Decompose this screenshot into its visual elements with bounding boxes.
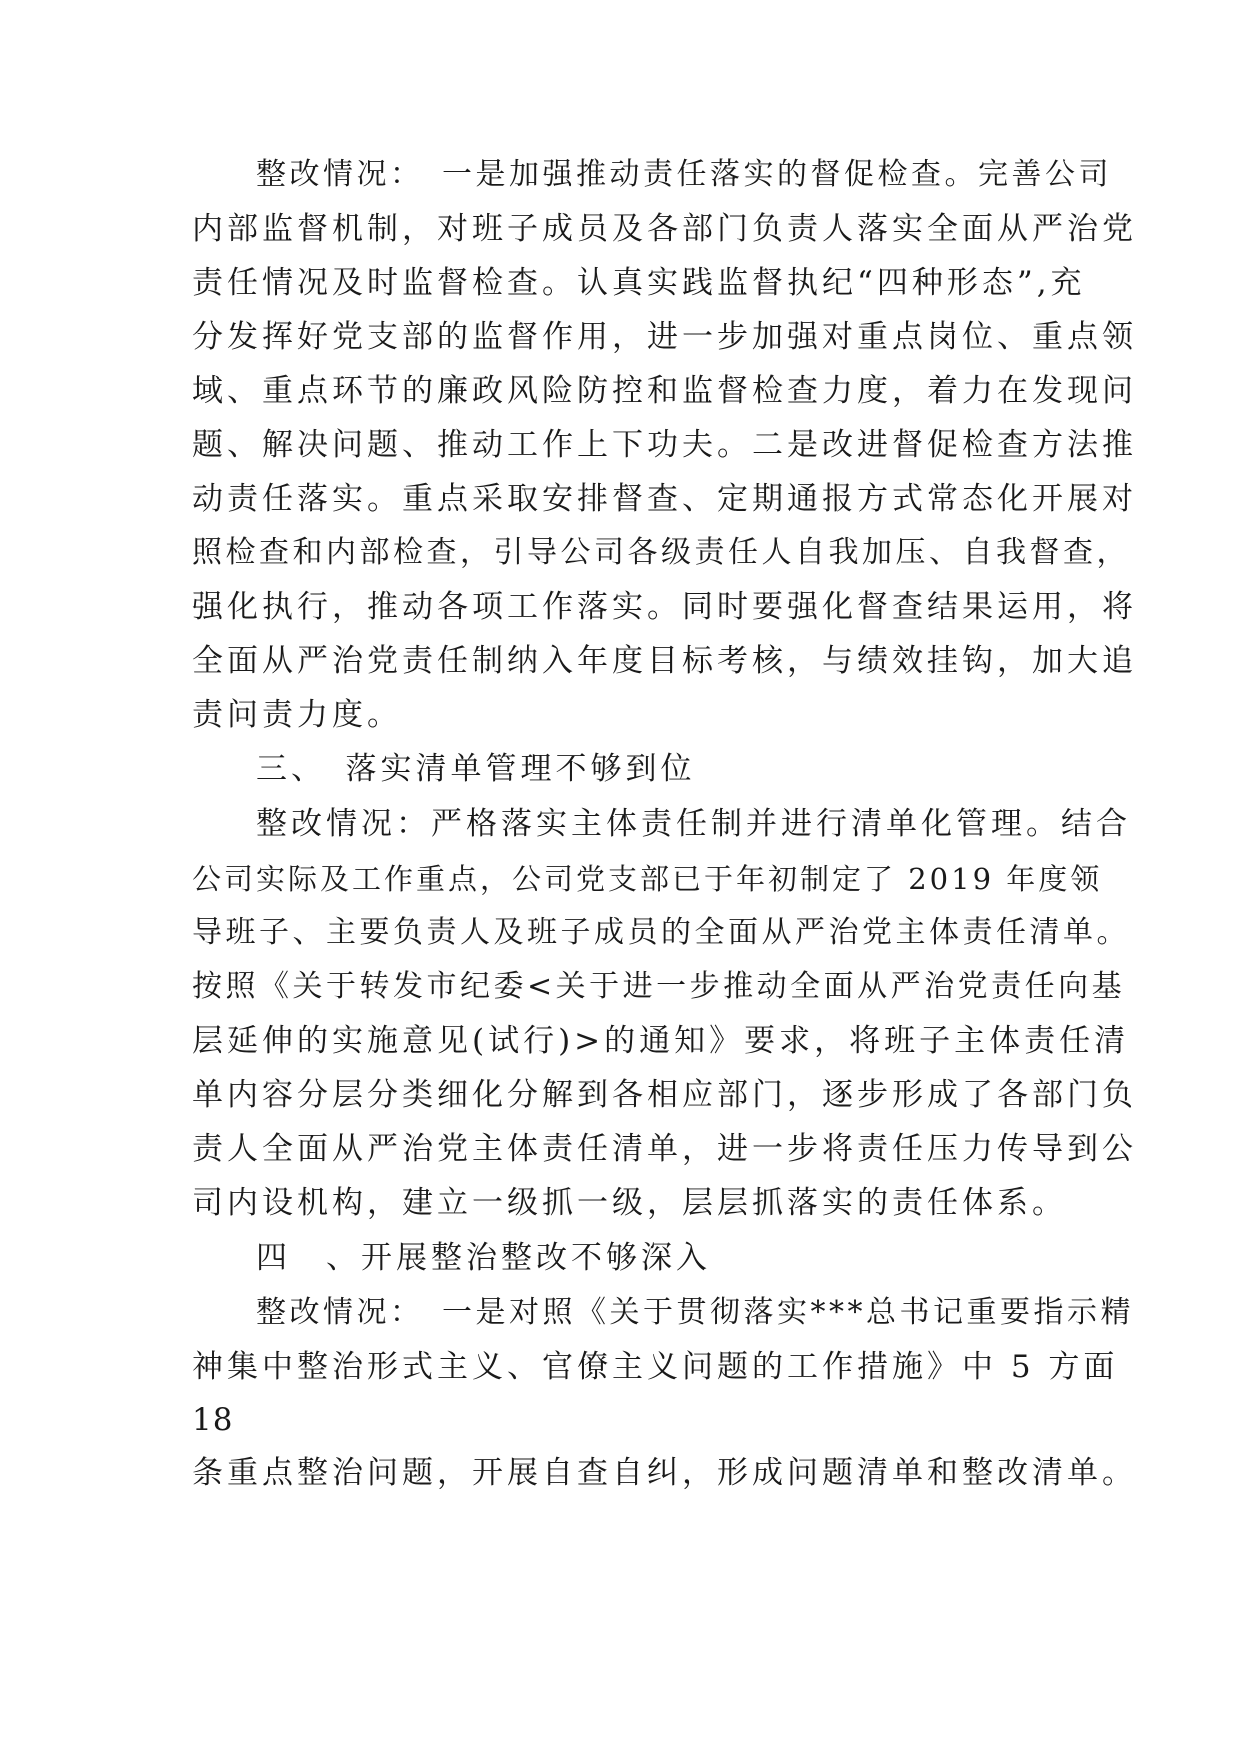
paragraph-line: 题、解决问题、推动工作上下功夫。二是改进督促检查方法推 [192,427,1137,463]
paragraph-line: 单内容分层分类细化分解到各相应部门，逐步形成了各部门负 [192,1077,1137,1113]
paragraph-line: 分发挥好党支部的监督作用，进一步加强对重点岗位、重点领 [192,319,1137,355]
paragraph-line: 公司实际及工作重点，公司党支部已于年初制定了 2019 年度领 [192,862,1103,896]
paragraph-line: 照检查和内部检查，引导公司各级责任人自我加压、自我督查， [192,535,1130,570]
paragraph-line: 司内设机构，建立一级抓一级，层层抓落实的责任体系。 [192,1185,1067,1221]
section-heading: 三、 落实清单管理不够到位 [256,751,696,787]
paragraph-line: 条重点整治问题，开展自查自纠，形成问题清单和整改清单。 [192,1455,1137,1491]
paragraph-line: 整改情况：严格落实主体责任制并进行清单化管理。结合 [256,806,1131,842]
paragraph-line: 强化执行，推动各项工作落实。同时要强化督查结果运用，将 [192,589,1137,625]
section-heading: 四 、开展整治整改不够深入 [256,1240,711,1276]
paragraph-line: 层延伸的实施意见(试行)>的通知》要求，将班子主体责任清 [192,1023,1130,1059]
paragraph-line: 域、重点环节的廉政风险防控和监督检查力度，着力在发现问 [192,373,1137,409]
paragraph-line: 导班子、主要负责人及班子成员的全面从严治党主体责任清单。 [192,915,1130,950]
paragraph-line: 动责任落实。重点采取安排督查、定期通报方式常态化开展对 [192,481,1137,517]
paragraph-line: 神集中整治形式主义、官僚主义问题的工作措施》中 5 方面 [192,1349,1119,1385]
paragraph-line: 责任情况及时监督检查。认真实践监督执纪“四种形态”,充 [192,265,1086,301]
paragraph-line: 责问责力度。 [192,697,402,733]
paragraph-line: 18 [192,1402,234,1438]
paragraph-line: 全面从严治党责任制纳入年度目标考核，与绩效挂钩，加大追 [192,643,1137,679]
paragraph-line: 整改情况： 一是对照《关于贯彻落实***总书记重要指示精 [256,1295,1134,1330]
paragraph-line: 责人全面从严治党主体责任清单，进一步将责任压力传导到公 [192,1131,1137,1167]
paragraph-line: 按照《关于转发市纪委<关于进一步推动全面从严治党责任向基 [192,969,1126,1004]
paragraph-line: 整改情况： 一是加强推动责任落实的督促检查。完善公司 [256,157,1112,192]
paragraph-line: 内部监督机制，对班子成员及各部门负责人落实全面从严治党 [192,211,1137,247]
